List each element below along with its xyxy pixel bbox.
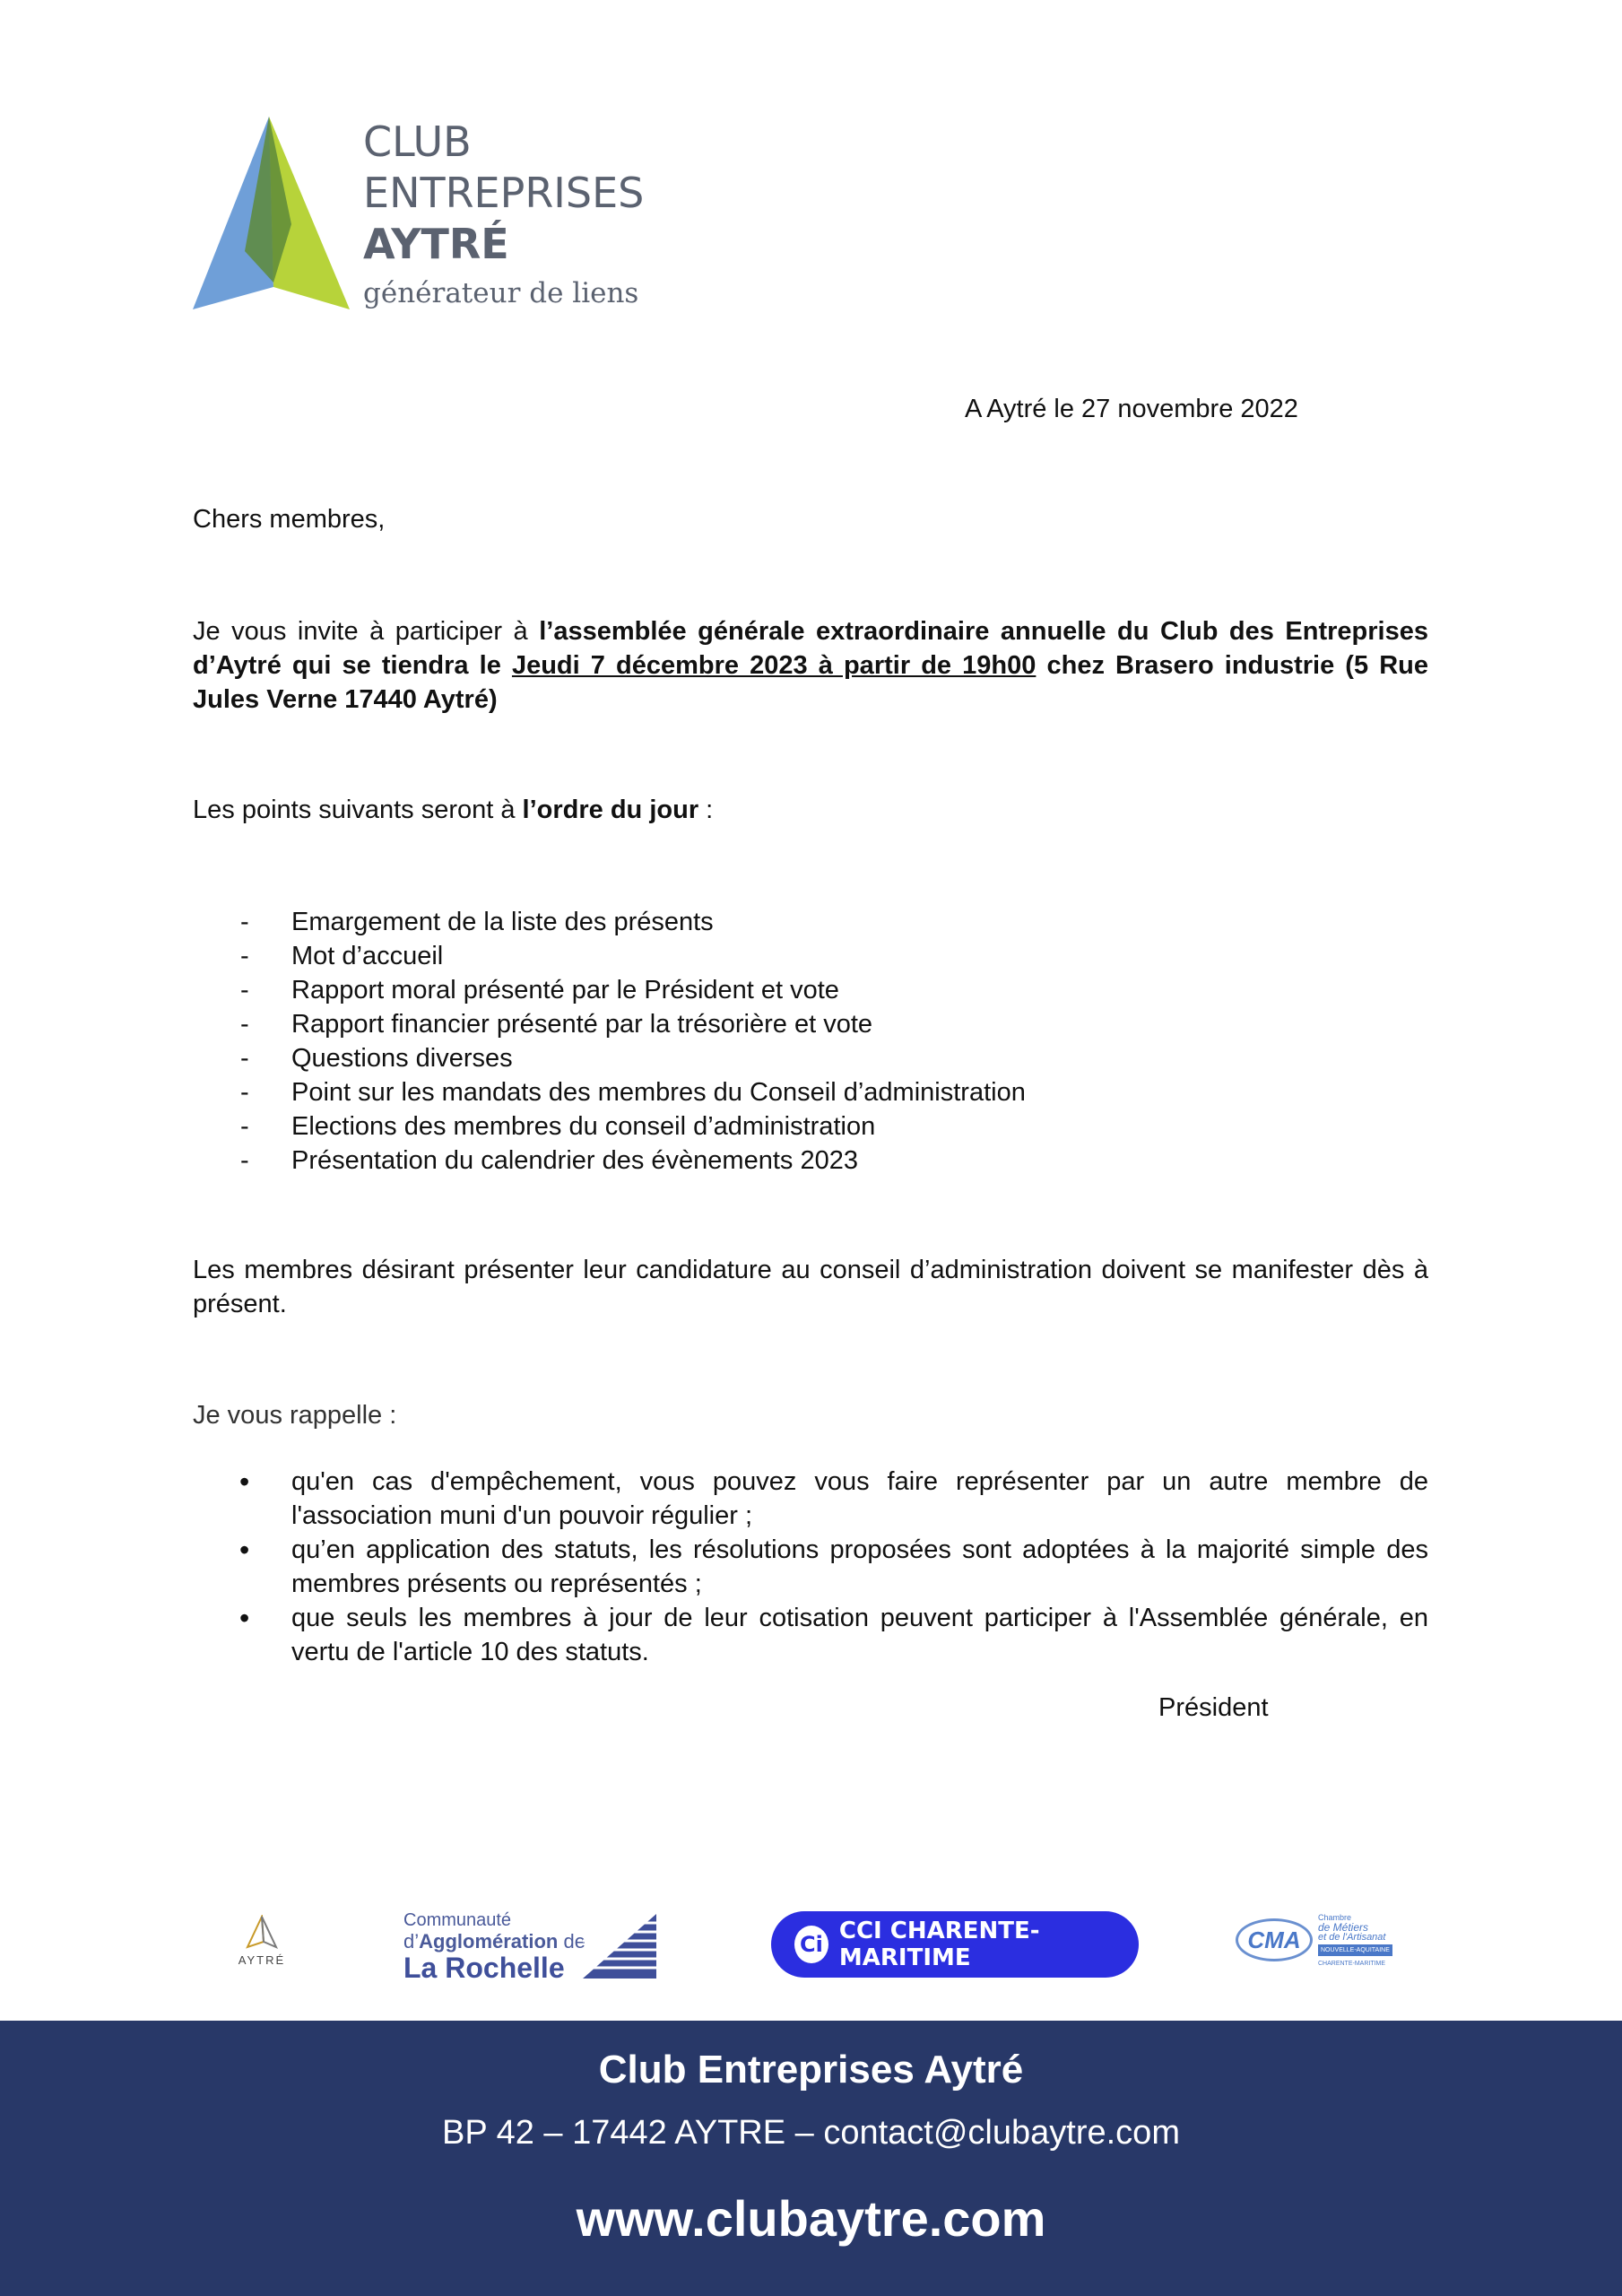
intro-date-time: Jeudi 7 décembre 2023 à partir de 19h00 xyxy=(511,651,1037,680)
intro-bold-event: l’assemblée générale extraordinaire annuelle du Club des Entreprises d’Aytré qui se tiendra le xyxy=(193,617,1428,680)
letter-date: A Aytré le 27 novembre 2022 xyxy=(965,395,1298,423)
footer xyxy=(0,2021,1622,2296)
agenda-item: - Mot d’accueil xyxy=(193,939,1448,973)
logo-line-entreprises: ENTREPRISES xyxy=(363,169,645,217)
intro-paragraph xyxy=(193,614,1428,717)
agglo-line3: La Rochelle xyxy=(403,1952,565,1984)
agenda-list xyxy=(193,905,1448,1178)
reminder-item: • qu'en cas d'empêchement, vous pouvez vous faire représenter par un autre membre de l'association muni d'un pouvoir régulier ; xyxy=(193,1465,1428,1533)
club-logo-icon xyxy=(193,117,350,309)
club-logo-text xyxy=(363,117,644,315)
logo-tagline: générateur de liens xyxy=(363,277,639,309)
agenda-intro-colon: : xyxy=(698,796,714,824)
agenda-intro-bold: l’ordre du jour xyxy=(522,796,699,824)
reminder-item: • qu’en application des statuts, les résolutions proposées sont adoptées à la majorité simple des membres présents ou représentés ; xyxy=(193,1533,1428,1601)
signature: Président xyxy=(1158,1693,1269,1722)
cci-badge-icon: Ci xyxy=(794,1926,828,1963)
agglo-partner-logo xyxy=(403,1910,664,1982)
cma-mark-icon: CMA xyxy=(1236,1918,1313,1961)
cma-text: Chambre de Métiers et de l'Artisanat NOUVELLE-AQUITAINE CHARENTE-MARITIME xyxy=(1318,1913,1392,1969)
footer-club-name: Club Entreprises Aytré xyxy=(598,2048,1024,2092)
footer-website-link[interactable]: www.clubaytre.com xyxy=(576,2190,1046,2247)
salutation: Chers membres, xyxy=(193,505,386,534)
agenda-item: - Présentation du calendrier des évènements 2023 xyxy=(193,1144,1448,1178)
cma-partner-logo xyxy=(1236,1913,1392,1978)
cci-partner-logo xyxy=(771,1911,1139,1978)
reminder-list xyxy=(193,1465,1428,1669)
agenda-item: - Questions diverses xyxy=(193,1041,1448,1075)
agenda-intro xyxy=(193,793,713,827)
cci-label: CCI CHARENTE-MARITIME xyxy=(838,1918,1040,1971)
agglo-line2: d’Agglomération de xyxy=(403,1930,585,1952)
agenda-item: - Elections des membres du conseil d’administration xyxy=(193,1109,1448,1144)
aytre-partner-logo xyxy=(235,1915,289,1978)
agenda-item: - Emargement de la liste des présents xyxy=(193,905,1448,939)
agenda-item: - Rapport financier présenté par la trésorière et vote xyxy=(193,1007,1448,1041)
agenda-item: - Rapport moral présenté par le Président et vote xyxy=(193,973,1448,1007)
logo-line-aytre: AYTRÉ xyxy=(363,220,509,268)
reminder-item: • que seuls les membres à jour de leur cotisation peuvent participer à l'Assemblée générale, en vertu de l'article 10 des statuts. xyxy=(193,1601,1428,1669)
reminder-title: Je vous rappelle : xyxy=(193,1401,397,1430)
agenda-item: - Point sur les mandats des membres du Conseil d’administration xyxy=(193,1075,1448,1109)
footer-address[interactable]: BP 42 – 17442 AYTRE – contact@clubaytre.com xyxy=(442,2114,1180,2152)
aytre-logo-text: AYTRÉ xyxy=(238,1953,286,1967)
intro-bold-location: chez Brasero industrie (5 Rue Jules Verne 17440 Aytré) xyxy=(193,651,1428,714)
aytre-logo-icon xyxy=(244,1915,280,1949)
candidates-paragraph: Les membres désirant présenter leur candidature au conseil d’administration doivent se manifester dès à présent. xyxy=(193,1256,1428,1318)
agglo-stripes-icon xyxy=(583,1914,656,1979)
logo-line-club: CLUB xyxy=(363,117,472,166)
intro-text: Je vous invite à participer à xyxy=(193,617,540,646)
agglo-line1: Communauté xyxy=(403,1910,512,1930)
agenda-intro-text: Les points suivants seront à xyxy=(193,796,523,824)
